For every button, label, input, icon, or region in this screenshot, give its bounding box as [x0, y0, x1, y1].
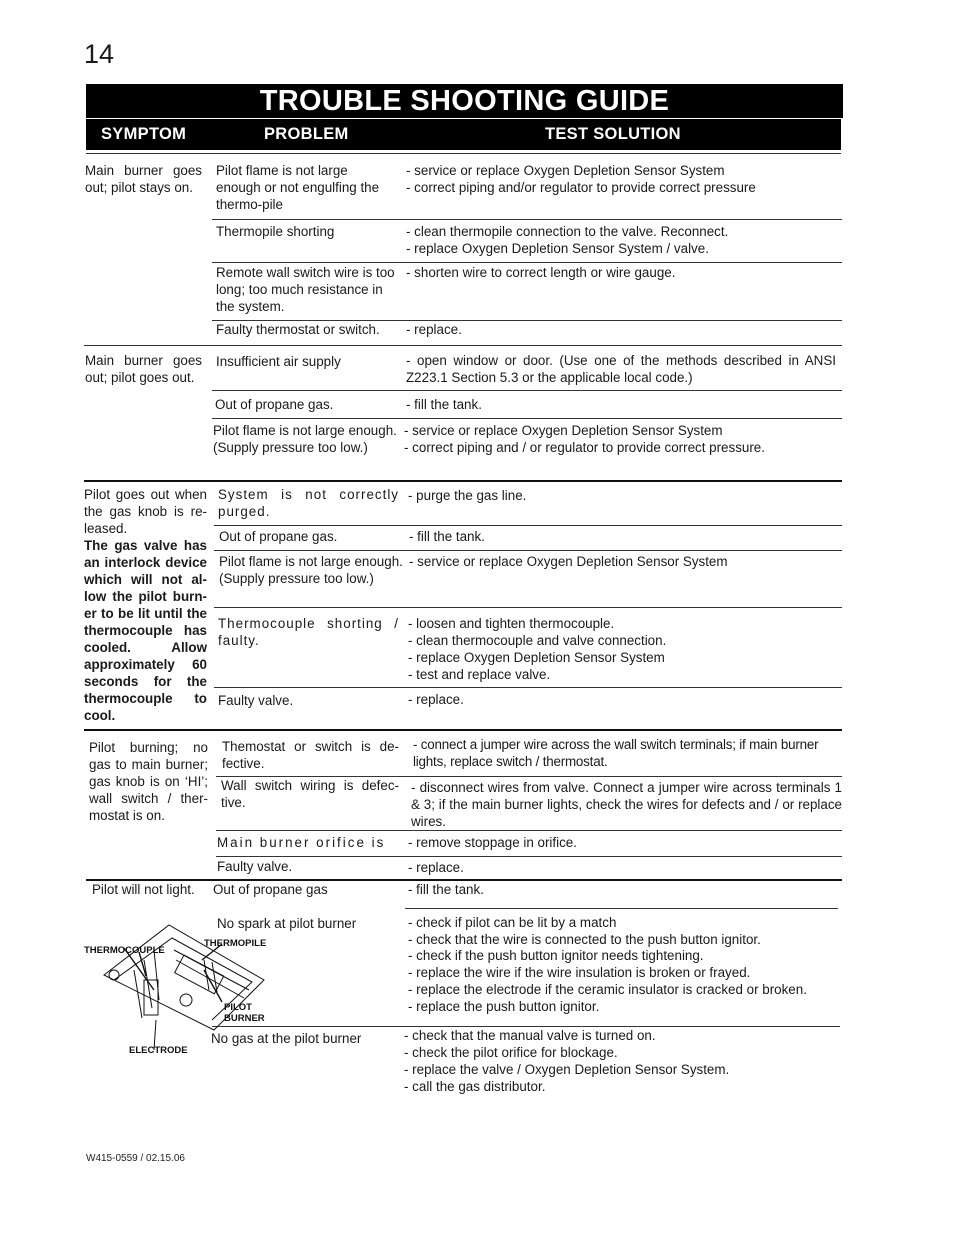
- solution-2-3-line1: - service or replace Oxygen Depletion Sensor System: [404, 423, 723, 438]
- solution-4-3: - remove stoppage in orifice.: [408, 835, 577, 850]
- problem-3-4: Thermocouple shorting / faulty.: [218, 616, 399, 648]
- problem-3-5: Faulty valve.: [218, 693, 294, 708]
- row-divider: [216, 830, 842, 831]
- page-title: TROUBLE SHOOTING GUIDE: [259, 85, 670, 117]
- label-thermopile: THERMOPILE: [204, 938, 267, 949]
- section-divider: [84, 480, 842, 482]
- problem-5-2: No spark at pilot burner: [217, 916, 357, 931]
- solution-5-2-line4: - replace the wire if the wire insulation is broken or frayed.: [408, 965, 751, 980]
- row-divider: [214, 607, 842, 608]
- problem-1-3: Remote wall switch wire is too long; too much resistance in the system.: [216, 265, 395, 314]
- row-divider: [214, 550, 842, 551]
- solution-3-3: - service or replace Oxygen Depletion Sensor System: [409, 554, 728, 569]
- title-bar: [86, 84, 843, 118]
- solution-5-3-line1: - check that the manual valve is turned on.: [404, 1028, 656, 1043]
- solution-3-5: - replace.: [408, 692, 464, 707]
- symptom-5: Pilot will not light.: [92, 882, 195, 897]
- solution-5-2-line3: - check if the push button ignitor needs tightening.: [408, 948, 704, 963]
- header-symptom: SYMPTOM: [101, 125, 187, 143]
- solution-1-4: - replace.: [406, 322, 462, 337]
- problem-3-2: Out of propane gas.: [219, 529, 338, 544]
- problem-4-3: Main burner orifice is: [217, 835, 386, 850]
- solution-5-2-line6: - replace the push button ignitor.: [408, 999, 600, 1014]
- header-test-solution: TEST SOLUTION: [545, 125, 681, 143]
- label-electrode: ELECTRODE: [129, 1045, 188, 1056]
- problem-2-3: Pilot flame is not large enough. (Supply pressure too low.): [213, 423, 397, 455]
- document-code: W415-0559 / 02.15.06: [86, 1153, 185, 1164]
- problem-5-3: No gas at the pilot burner: [211, 1031, 362, 1046]
- solution-3-4-line4: - test and replace valve.: [408, 667, 551, 682]
- row-divider: [212, 390, 842, 391]
- solution-1-2-line2: - replace Oxygen Depletion Sensor System / valve.: [406, 241, 709, 256]
- page-number: 14: [84, 39, 115, 69]
- section-divider: [84, 345, 842, 346]
- solution-3-4-line3: - replace Oxygen Depletion Sensor System: [408, 650, 665, 665]
- row-divider: [214, 525, 842, 526]
- row-divider: [216, 856, 842, 857]
- row-divider: [405, 908, 838, 909]
- symptom-2: Main burner goes out; pilot goes out.: [85, 353, 202, 385]
- solution-5-2-line5: - replace the electrode if the ceramic insulator is cracked or broken.: [408, 982, 807, 997]
- solution-2-2: - fill the tank.: [406, 397, 482, 412]
- label-pilot: PILOT: [224, 1002, 252, 1013]
- row-divider: [212, 418, 842, 419]
- solution-1-1-line1: - service or replace Oxygen Depletion Sensor System: [406, 163, 725, 178]
- solution-3-4-line1: - loosen and tighten thermocouple.: [408, 616, 615, 631]
- solution-1-3: - shorten wire to correct length or wire gauge.: [406, 265, 676, 280]
- problem-5-1: Out of propane gas: [213, 882, 328, 897]
- solution-4-1: - connect a jumper wire across the wall switch terminals; if main burner lights, replace switch / thermostat.: [413, 737, 819, 769]
- solution-5-2-line2: - check that the wire is connected to the push button ignitor.: [408, 932, 761, 947]
- solution-3-2: - fill the tank.: [409, 529, 485, 544]
- problem-2-1: Insufficient air supply: [216, 354, 341, 369]
- solution-1-1-line2: - correct piping and/or regulator to provide correct pressure: [406, 180, 756, 195]
- header-problem: PROBLEM: [264, 125, 349, 143]
- symptom-3-note: The gas valve has an interlock device which will not al-low the pilot burn-er to be lit until the thermocouple has cooled. Allow approximately 60 seconds for the thermocouple to cool.: [84, 538, 207, 723]
- header-underline: [86, 153, 841, 154]
- symptom-4: Pilot burning; no gas to main burner; gas knob is on ‘HI’; wall switch / ther-mostat is on.: [89, 740, 208, 823]
- solution-5-3-line3: - replace the valve / Oxygen Depletion Sensor System.: [404, 1062, 730, 1077]
- symptom-1: Main burner goes out; pilot stays on.: [85, 163, 202, 195]
- row-divider: [212, 262, 842, 263]
- problem-3-1: System is not correctly purged.: [218, 487, 399, 519]
- table-header: [86, 119, 841, 150]
- problem-3-3: Pilot flame is not large enough. (Supply pressure too low.): [219, 554, 403, 586]
- solution-5-3-line4: - call the gas distributor.: [404, 1079, 546, 1094]
- solution-4-2: - disconnect wires from valve. Connect a jumper wire across terminals 1 & 3; if the main burner lights, check the wires for defects and / or replace wires.: [411, 780, 842, 829]
- label-burner: BURNER: [224, 1013, 265, 1024]
- solution-4-4: - replace.: [408, 860, 464, 875]
- section-divider: [84, 729, 842, 731]
- solution-3-4-line2: - clean thermocouple and valve connection.: [408, 633, 667, 648]
- solution-1-2-line1: - clean thermopile connection to the valve. Reconnect.: [406, 224, 729, 239]
- row-divider: [212, 219, 842, 220]
- problem-4-2: Wall switch wiring is defec-tive.: [221, 778, 399, 810]
- problem-1-1: Pilot flame is not large enough or not engulfing the thermo-pile: [216, 163, 380, 212]
- problem-1-4: Faulty thermostat or switch.: [216, 322, 380, 337]
- problem-4-4: Faulty valve.: [217, 859, 293, 874]
- solution-3-1: - purge the gas line.: [408, 488, 527, 503]
- symptom-3: Pilot goes out when the gas knob is re-leased.: [84, 487, 207, 536]
- row-divider: [214, 687, 842, 688]
- label-thermocouple: THERMOCOUPLE: [84, 945, 165, 956]
- solution-5-1: - fill the tank.: [408, 882, 484, 897]
- solution-5-3-line2: - check the pilot orifice for blockage.: [404, 1045, 618, 1060]
- solution-5-2-line1: - check if pilot can be lit by a match: [408, 915, 617, 930]
- solution-2-1: - open window or door. (Use one of the methods described in ANSI Z223.1 Section 5.3 or the applicable local code.): [406, 353, 836, 385]
- problem-1-2: Thermopile shorting: [216, 224, 335, 239]
- solution-2-3-line2: - correct piping and / or regulator to provide correct pressure.: [404, 440, 765, 455]
- problem-4-1: Themostat or switch is de-fective.: [222, 739, 399, 771]
- problem-2-2: Out of propane gas.: [215, 397, 334, 412]
